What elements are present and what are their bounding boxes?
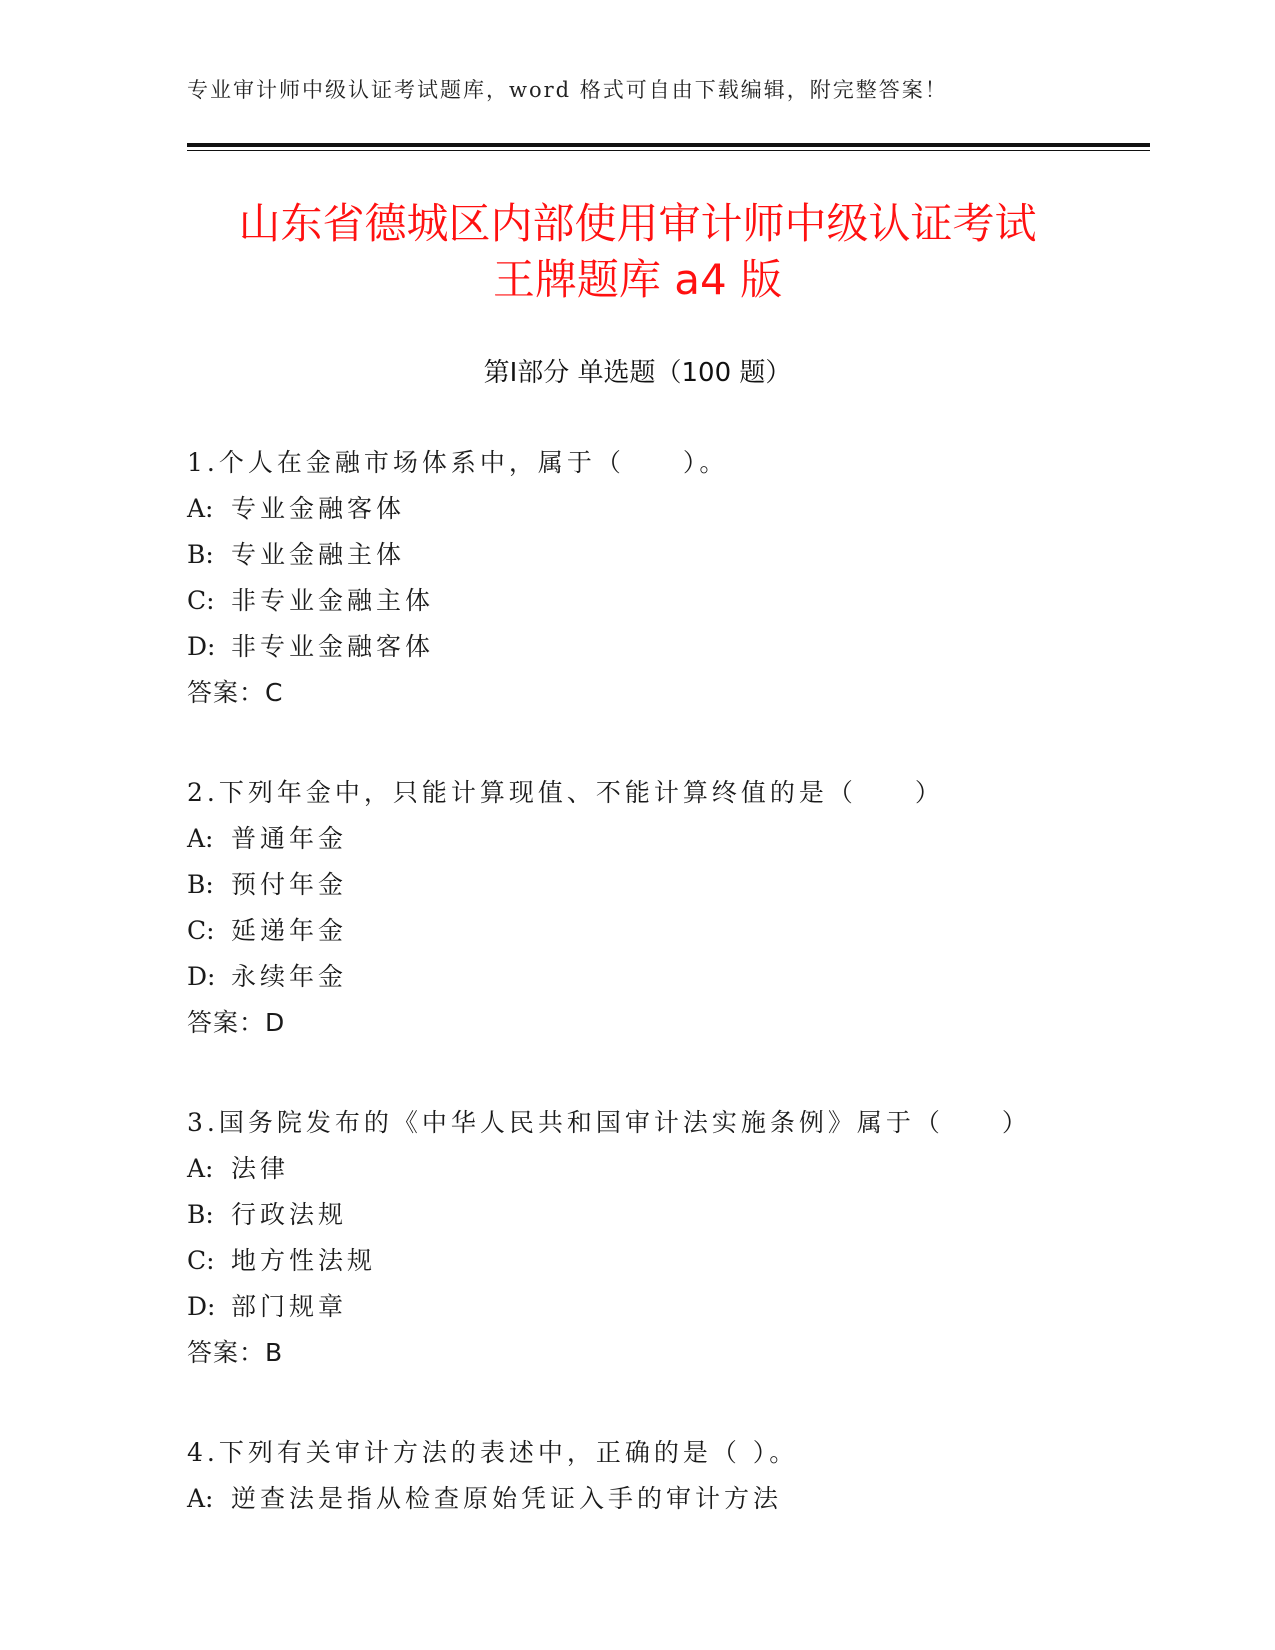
option-d xyxy=(187,624,1147,670)
answer: 答案：B xyxy=(187,1338,284,1367)
option-text: 非专业金融客体 xyxy=(231,632,435,661)
option-d xyxy=(187,954,1147,1000)
option-text: 逆查法是指从检查原始凭证入手的审计方法 xyxy=(231,1484,783,1513)
header-rule-thick xyxy=(187,143,1150,147)
option-c xyxy=(187,908,1147,954)
option-text: 专业金融客体 xyxy=(231,494,406,523)
option-letter: A: xyxy=(187,1154,214,1183)
question-stem: 4.下列有关审计方法的表述中，正确的是（ ）。 xyxy=(187,1438,799,1467)
question-3 xyxy=(187,1100,1147,1376)
option-letter: A: xyxy=(187,1484,214,1513)
option-d xyxy=(187,1284,1147,1330)
option-letter: D: xyxy=(187,962,216,991)
question-stem: 2.下列年金中，只能计算现值、不能计算终值的是（ ） xyxy=(187,778,944,807)
option-b xyxy=(187,862,1147,908)
option-c xyxy=(187,1238,1147,1284)
option-text: 延递年金 xyxy=(231,916,348,945)
option-letter: A: xyxy=(187,494,214,523)
option-text: 部门规章 xyxy=(231,1292,348,1321)
option-b xyxy=(187,532,1147,578)
option-letter: B: xyxy=(187,1200,214,1229)
option-letter: C: xyxy=(187,1246,215,1275)
option-text: 普通年金 xyxy=(231,824,348,853)
document-title xyxy=(150,196,1125,308)
answer: 答案：C xyxy=(187,678,284,707)
option-text: 非专业金融主体 xyxy=(231,586,435,615)
option-letter: C: xyxy=(187,586,215,615)
option-a xyxy=(187,1146,1147,1192)
option-a xyxy=(187,1476,1147,1522)
option-text: 预付年金 xyxy=(231,870,348,899)
question-list xyxy=(187,440,1147,1576)
option-letter: B: xyxy=(187,540,214,569)
option-letter: C: xyxy=(187,916,215,945)
option-letter: B: xyxy=(187,870,214,899)
question-stem: 3.国务院发布的《中华人民共和国审计法实施条例》属于（ ） xyxy=(187,1108,1031,1137)
option-text: 行政法规 xyxy=(231,1200,348,1229)
option-letter: A: xyxy=(187,824,214,853)
title-line-1: 山东省德城区内部使用审计师中级认证考试 xyxy=(238,199,1037,248)
question-stem: 1.个人在金融市场体系中，属于（ ）。 xyxy=(187,448,729,477)
option-a xyxy=(187,816,1147,862)
section-heading: 第Ⅰ部分 单选题（100 题） xyxy=(483,358,792,388)
option-letter: D: xyxy=(187,1292,216,1321)
option-letter: D: xyxy=(187,632,216,661)
header-rule-thin xyxy=(187,150,1150,151)
option-text: 专业金融主体 xyxy=(231,540,406,569)
question-4 xyxy=(187,1430,1147,1522)
page-header: 专业审计师中级认证考试题库，word 格式可自由下载编辑，附完整答案！ xyxy=(187,78,948,102)
option-text: 地方性法规 xyxy=(231,1246,377,1275)
option-a xyxy=(187,486,1147,532)
option-text: 永续年金 xyxy=(231,962,348,991)
question-1 xyxy=(187,440,1147,716)
option-c xyxy=(187,578,1147,624)
title-line-2: 王牌题库 a4 版 xyxy=(492,255,783,304)
option-b xyxy=(187,1192,1147,1238)
option-text: 法律 xyxy=(231,1154,290,1183)
answer: 答案：D xyxy=(187,1008,286,1037)
question-2 xyxy=(187,770,1147,1046)
